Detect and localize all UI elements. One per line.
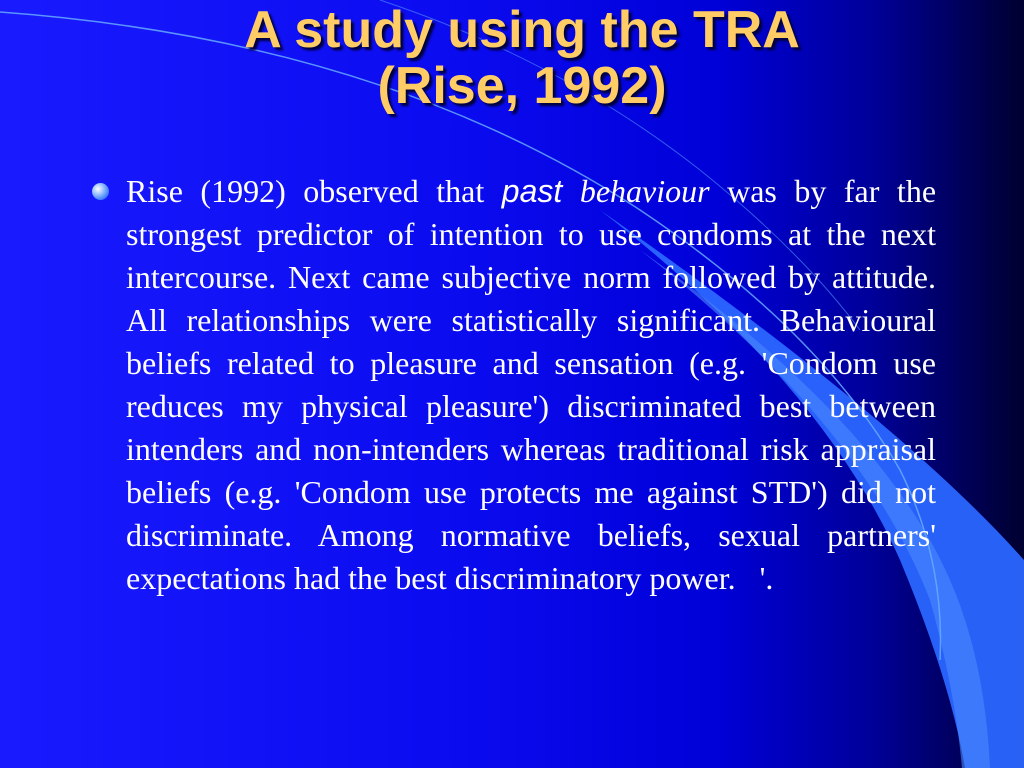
- bullet-text-start: Rise (1992) observed that: [126, 173, 502, 209]
- slide-title-line-1: A study using the TRA: [244, 1, 800, 59]
- bullet-dot-icon: [92, 183, 109, 200]
- slide-title-line-2: (Rise, 1992): [377, 57, 667, 115]
- slide-title: [0, 2, 1024, 114]
- emphasis-past: past: [501, 173, 563, 209]
- emphasis-behaviour: behaviour: [579, 173, 710, 209]
- bullet-text-rest: was by far the strongest predictor of intention to use condoms at the next intercourse. Next came subjective norm followed by attitude. All relationships were statistically significant. Behavioural beliefs related to pleasure and sensation (e.g. 'Condom use reduces my physical pleasure') discriminated best between intenders and non-intenders whereas traditional risk appraisal beliefs (e.g. 'Condom use protects me against STD') did not discriminate. Among normative beliefs, sexual partners' expectations had the best discriminatory power. '.: [126, 173, 937, 596]
- bullet-text-space: [562, 173, 580, 209]
- bullet-text: [126, 170, 936, 600]
